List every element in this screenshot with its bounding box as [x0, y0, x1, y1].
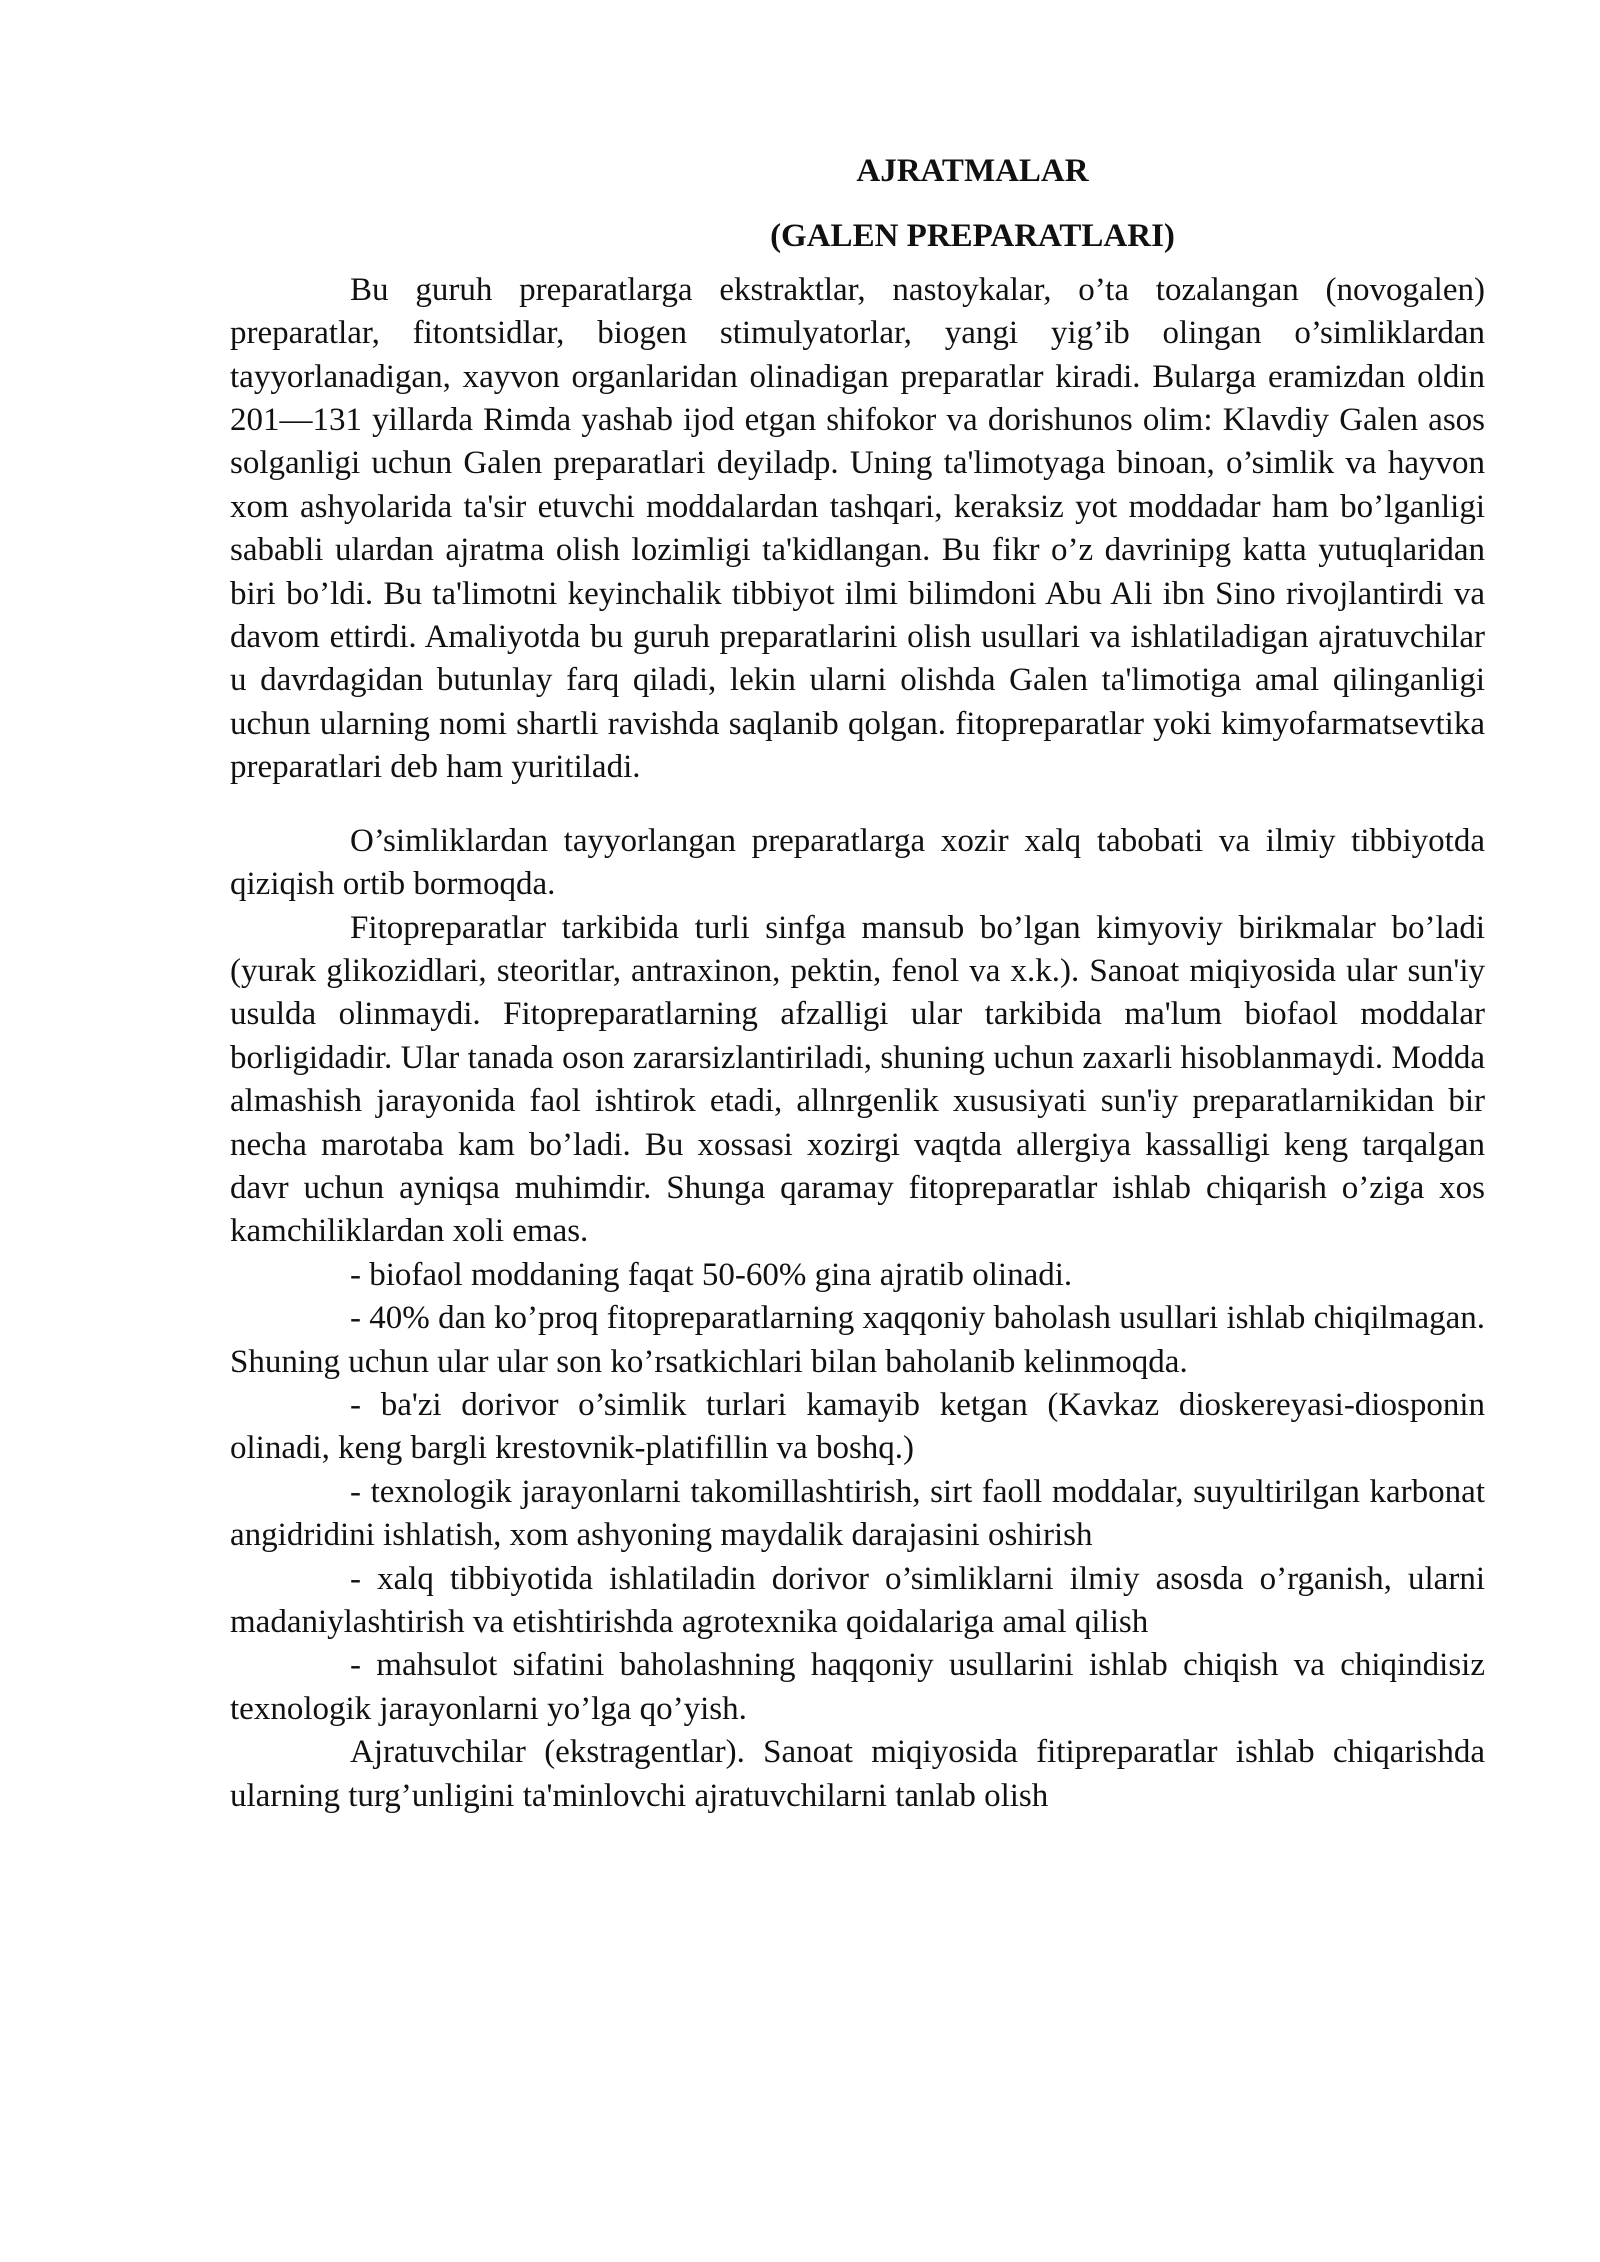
document-title: AJRATMALAR: [856, 153, 1089, 189]
list-item: - mahsulot sifatini baholashning haqqoniy usullarini ishlab chiqish va chiqindisiz texnologik jarayonlarni yo’lga qo’yish.: [230, 1647, 1485, 1727]
paragraph-interest: O’simliklardan tayyorlangan preparatlarga xozir xalq tabobati va ilmiy tibbiyotda qiziqish ortib bormoqda.: [230, 822, 1485, 903]
list-item: - biofaol moddaning faqat 50-60% gina ajratib olinadi.: [350, 1256, 1073, 1293]
paragraph-composition: Fitopreparatlar tarkibida turli sinfga mansub bo’lgan kimyoviy birikmalar bo’ladi (yurak glikozidlari, steoritlar, antraxinon, pektin, fenol va x.k.). Sanoat miqiyosida ular sun'iy usulda olinmaydi. Fitopreparatlarning afzalligi ular tarkibida ma'lum biofaol moddalar borligidadir. Ular tanada oson zararsizlantiriladi, shuning uchun zaxarli hisoblanmaydi. Modda almashish jarayonida faol ishtirok etadi, allnrgenlik xususiyati sun'iy preparatlarnikidan bir necha marotaba kam bo’ladi. Bu xossasi xozirgi vaqtda allergiya kassalligi keng tarqalgan davr uchun ayniqsa muhimdir. Shunga qaramay fitopreparatlar ishlab chiqarish o’ziga xos kamchiliklardan xoli emas.: [230, 909, 1485, 1250]
document-subtitle: (GALEN PREPARATLARI): [770, 218, 1175, 255]
paragraph-intro: Bu guruh preparatlarga ekstraktlar, nastoykalar, o’ta tozalangan (novogalen) preparatlar, fitontsidlar, biogen stimulyatorlar, yangi yig’ib olingan o’simliklardan tayyorlanadigan, xayvon organlaridan olinadigan preparatlar kiradi. Bularga eramizdan oldin 201—131 yillarda Rimda yashab ijod etgan shifokor va dorishunos olim: Klavdiy Galen asos solganligi uchun Galen preparatlari deyiladp. Uning ta'limotyaga binoan, o’simlik va hayvon xom ashyolarida ta'sir etuvchi moddalardan tashqari, keraksiz yot moddadar ham bo’lganligi sababli ulardan ajratma olish lozimligi ta'kidlangan. Bu fikr o’z davrinipg katta yutuqlaridan biri bo’ldi. Bu ta'limotni keyinchalik tibbiyot ilmi bilimdoni Abu Ali ibn Sino rivojlantirdi va davom ettirdi. Amaliyotda bu guruh preparatlarini olish usullari va ishlatiladigan ajratuvchilar u davrdagidan butunlay farq qiladi, lekin ularni olishda Galen ta'limotiga amal qilinganligi uchun ularning nomi shartli ravishda saqlanib qolgan. fitopreparatlar yoki kimyofarmatsevtika preparatlari deb ham yuritiladi.: [230, 271, 1485, 786]
document-page: [230, 150, 1485, 1818]
paragraph-extractants: Ajratuvchilar (ekstragentlar). Sanoat miqiyosida fitipreparatlar ishlab chiqarishda ularning turg’unligini ta'minlovchi ajratuvchilarni tanlab olish: [230, 1734, 1485, 1814]
list-item: - 40% dan ko’proq fitopreparatlarning xaqqoniy baholash usullari ishlab chiqilmagan. Shuning uchun ular ular son ko’rsatkichlari bilan baholanib kelinmoqda.: [230, 1300, 1485, 1380]
list-item: - texnologik jarayonlarni takomillashtirish, sirt faoll moddalar, suyultirilgan karbonat angidridini ishlatish, xom ashyoning maydalik darajasini oshirish: [230, 1473, 1485, 1554]
list-item: - xalq tibbiyotida ishlatiladin dorivor o’simliklarni ilmiy asosda o’rganish, ularni madaniylashtirish va etishtirishda agrotexnika qoidalariga amal qilish: [230, 1560, 1485, 1640]
list-item: - ba'zi dorivor o’simlik turlari kamayib ketgan (Kavkaz dioskereyasi-diosponin olinadi, keng bargli krestovnik-platifillin va boshq.): [230, 1386, 1485, 1467]
